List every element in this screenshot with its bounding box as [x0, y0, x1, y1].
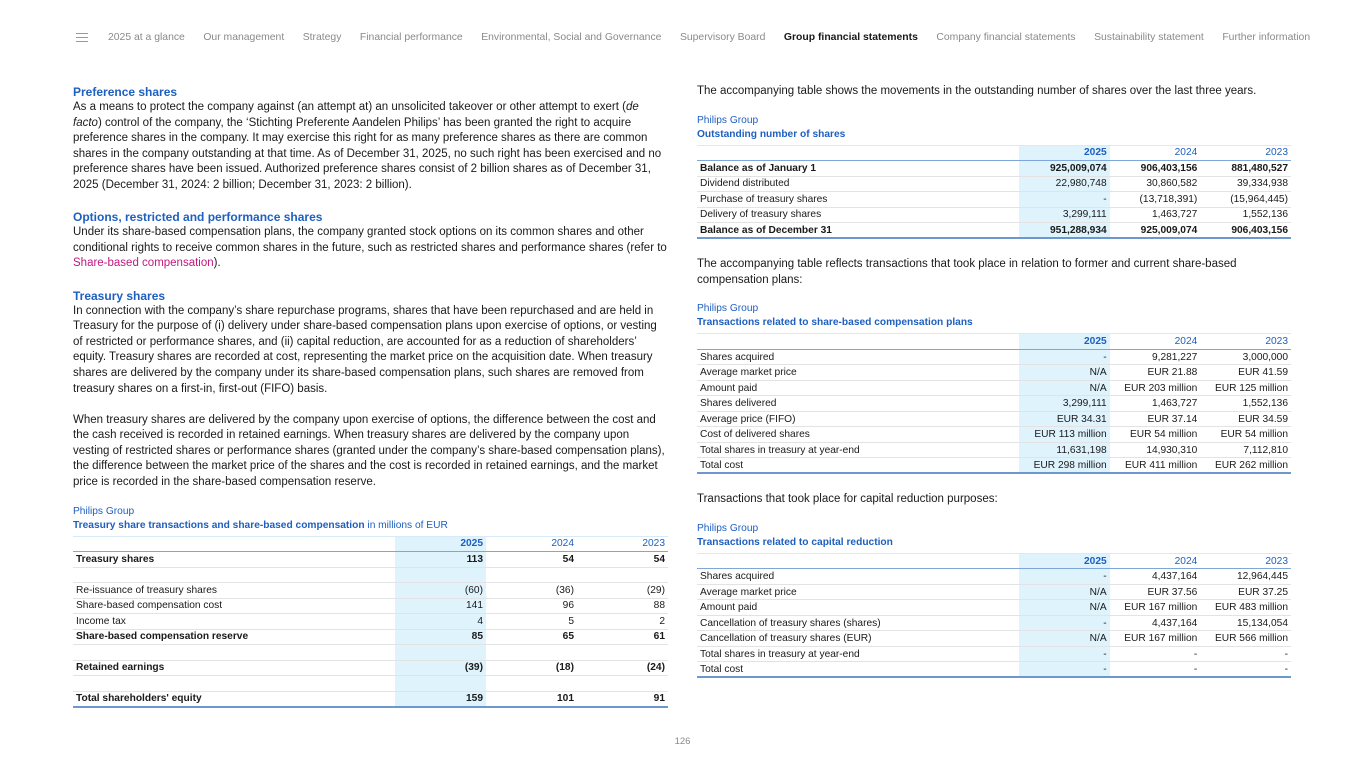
value-cell-2024: 30,860,582 [1110, 176, 1201, 192]
value-cell-2023: EUR 37.25 [1200, 584, 1291, 600]
value-cell-2024: 906,403,156 [1110, 161, 1201, 177]
value-cell-2025: - [1019, 192, 1110, 208]
year-header-2024: 2024 [1110, 334, 1201, 350]
row-label: Purchase of treasury shares [697, 192, 1019, 208]
value-cell-2025: N/A [1019, 380, 1110, 396]
year-header-2025: 2025 [1019, 334, 1110, 350]
value-cell-2024: 101 [486, 691, 577, 707]
treasury-paragraph-2: When treasury shares are delivered by the company upon exercise of options, the difference between the cost and the cash received is recorded in retained earnings. When treasury shares are delivered by the company upon vesting of restricted shares or performance shares (granted under the company’s share-based compensation plans), the difference between the market price of the shares and the cost is recorded in retained earnings, and the market price is recorded in the share-based compensation reserve. [73, 413, 665, 489]
table-row [73, 552, 668, 568]
value-cell-2023: 906,403,156 [1200, 223, 1291, 239]
value-cell-2023: (15,964,445) [1200, 192, 1291, 208]
row-label: Total shares in treasury at year-end [697, 442, 1019, 458]
row-label: Treasury shares [73, 552, 395, 568]
row-label [73, 676, 395, 692]
table-header-row [697, 334, 1291, 350]
value-cell-2024: 9,281,227 [1110, 349, 1201, 365]
row-label [73, 645, 395, 661]
year-header-2024: 2024 [1110, 145, 1201, 161]
value-cell-2025: N/A [1019, 365, 1110, 381]
value-cell-2025: N/A [1019, 631, 1110, 647]
value-cell-2023: 7,112,810 [1200, 442, 1291, 458]
hamburger-menu-icon[interactable] [76, 33, 88, 42]
capital-reduction-table [697, 553, 1291, 679]
nav-item-supervisory-board[interactable]: Supervisory Board [679, 31, 766, 43]
value-cell-2024 [486, 567, 577, 583]
top-navigation [0, 0, 1365, 74]
table-caption-title: Outstanding number of shares [697, 128, 846, 140]
spacer-row [73, 676, 668, 692]
row-label: Dividend distributed [697, 176, 1019, 192]
value-cell-2023: 12,964,445 [1200, 569, 1291, 585]
value-cell-2025: 925,009,074 [1019, 161, 1110, 177]
value-cell-2023: 881,480,527 [1200, 161, 1291, 177]
value-cell-2024 [486, 676, 577, 692]
value-cell-2024: EUR 411 million [1110, 458, 1201, 474]
value-cell-2025 [395, 676, 486, 692]
table-row [697, 223, 1291, 239]
value-cell-2023: 2 [577, 614, 668, 630]
nav-item-group-financial-statements[interactable]: Group financial statements [783, 31, 918, 43]
value-cell-2025: - [1019, 646, 1110, 662]
value-cell-2023: EUR 262 million [1200, 458, 1291, 474]
value-cell-2025: - [1019, 349, 1110, 365]
table-caption-group: Philips Group [697, 114, 759, 126]
row-label: Share-based compensation cost [73, 598, 395, 614]
table-row [697, 631, 1291, 647]
value-cell-2024: (13,718,391) [1110, 192, 1201, 208]
value-cell-2024: 5 [486, 614, 577, 630]
year-header-2023: 2023 [1200, 334, 1291, 350]
value-cell-2023: 39,334,938 [1200, 176, 1291, 192]
table-row [73, 583, 668, 599]
row-label: Cost of delivered shares [697, 427, 1019, 443]
table-row [73, 598, 668, 614]
table-caption-group: Philips Group [73, 505, 135, 517]
value-cell-2025: 3,299,111 [1019, 207, 1110, 223]
nav-item-2025-at-a-glance[interactable]: 2025 at a glance [108, 31, 185, 43]
table-row [697, 662, 1291, 678]
value-cell-2025: N/A [1019, 600, 1110, 616]
table-row [73, 660, 668, 676]
table-row [697, 349, 1291, 365]
section-heading-options: Options, restricted and performance shares [73, 210, 323, 225]
table-caption-group: Philips Group [697, 303, 759, 315]
table-caption-title: Treasury share transactions and share-based compensation in millions of EUR [73, 519, 448, 531]
table-header-row [697, 145, 1291, 161]
nav-item-further-information[interactable]: Further information [1222, 31, 1311, 43]
table-row [697, 380, 1291, 396]
section-heading-treasury-shares: Treasury shares [73, 288, 166, 303]
year-header-2024: 2024 [486, 536, 577, 552]
value-cell-2025: 159 [395, 691, 486, 707]
value-cell-2023 [577, 676, 668, 692]
value-cell-2025: 4 [395, 614, 486, 630]
value-cell-2025: 113 [395, 552, 486, 568]
value-cell-2023: EUR 483 million [1200, 600, 1291, 616]
value-cell-2025 [395, 567, 486, 583]
row-label: Average price (FIFO) [697, 411, 1019, 427]
table-row [697, 584, 1291, 600]
row-label: Income tax [73, 614, 395, 630]
options-paragraph: Under its share-based compensation plans, the company granted stock options on its common shares and other conditional rights to receive common shares in the future, such as restricted shares and performance shares (refer to Share-based compensation). [73, 226, 667, 270]
value-cell-2025: 951,288,934 [1019, 223, 1110, 239]
row-label: Total cost [697, 662, 1019, 678]
outstanding-shares-intro: The accompanying table shows the movements in the outstanding number of shares over the last three years. [697, 85, 1257, 97]
table-row [697, 411, 1291, 427]
row-label: Retained earnings [73, 660, 395, 676]
table-row [73, 629, 668, 645]
value-cell-2023: 15,134,054 [1200, 615, 1291, 631]
row-label: Shares acquired [697, 569, 1019, 585]
value-cell-2024: 54 [486, 552, 577, 568]
value-cell-2025: 11,631,198 [1019, 442, 1110, 458]
value-cell-2025: - [1019, 662, 1110, 678]
right-column [697, 84, 1291, 678]
value-cell-2024 [486, 645, 577, 661]
value-cell-2023: (29) [577, 583, 668, 599]
value-cell-2024: 925,009,074 [1110, 223, 1201, 239]
header-label-cell [697, 145, 1019, 161]
value-cell-2025: 22,980,748 [1019, 176, 1110, 192]
value-cell-2024: - [1110, 646, 1201, 662]
value-cell-2023: - [1200, 646, 1291, 662]
value-cell-2024: 4,437,164 [1110, 569, 1201, 585]
value-cell-2023: 91 [577, 691, 668, 707]
value-cell-2023: 1,552,136 [1200, 207, 1291, 223]
value-cell-2024: 14,930,310 [1110, 442, 1201, 458]
value-cell-2025: EUR 113 million [1019, 427, 1110, 443]
row-label [73, 567, 395, 583]
value-cell-2023 [577, 567, 668, 583]
left-column [73, 84, 668, 708]
capital-reduction-intro: Transactions that took place for capital reduction purposes: [697, 493, 998, 506]
header-label-cell [697, 334, 1019, 350]
table-row [697, 646, 1291, 662]
table-row [697, 615, 1291, 631]
share-based-compensation-intro: The accompanying table reflects transactions that took place in relation to former and current share-based compensation plans: [697, 258, 1237, 286]
value-cell-2024: EUR 37.56 [1110, 584, 1201, 600]
value-cell-2023: EUR 125 million [1200, 380, 1291, 396]
row-label: Amount paid [697, 380, 1019, 396]
table-header-row [73, 536, 668, 552]
spacer-row [73, 567, 668, 583]
value-cell-2023: 61 [577, 629, 668, 645]
value-cell-2024: 1,463,727 [1110, 396, 1201, 412]
nav-item-financial-performance[interactable]: Financial performance [359, 31, 463, 43]
nav-item-our-management[interactable]: Our management [203, 31, 285, 43]
value-cell-2025: 141 [395, 598, 486, 614]
table-row [697, 427, 1291, 443]
section-heading-preference-shares: Preference shares [73, 85, 178, 99]
row-label: Cancellation of treasury shares (EUR) [697, 631, 1019, 647]
nav-item-environmental-social-and-governance[interactable]: Environmental, Social and Governance [481, 31, 662, 43]
header-label-cell [697, 553, 1019, 569]
value-cell-2024: EUR 203 million [1110, 380, 1201, 396]
preference-shares-paragraph: As a means to protect the company against (an attempt at) an unsolicited takeover or other attempt to exert (de facto) control of the company, the ‘Stichting Preferente Aandelen Philips’ has been granted the right to acquire preference shares in the company. It may exercise this right for as many preference shares as there are common shares in the company outstanding at that time. As of December 31, 2025, no such right has been exercised and no preference shares have been issued. Authorized preference shares consist of 2 billion shares as of December 31, 2025 (December 31, 2024: 2 billion; December 31, 2023: 2 billion). [73, 101, 662, 191]
row-label: Shares acquired [697, 349, 1019, 365]
row-label: Shares delivered [697, 396, 1019, 412]
value-cell-2025: N/A [1019, 584, 1110, 600]
value-cell-2023: EUR 34.59 [1200, 411, 1291, 427]
year-header-2025: 2025 [1019, 145, 1110, 161]
table-caption-title: Transactions related to capital reduction [697, 536, 893, 548]
value-cell-2025: - [1019, 615, 1110, 631]
table-row [697, 396, 1291, 412]
table-row [697, 192, 1291, 208]
table-row [697, 161, 1291, 177]
outstanding-shares-table [697, 145, 1291, 240]
table-row [697, 600, 1291, 616]
table-row [697, 442, 1291, 458]
year-header-2023: 2023 [1200, 553, 1291, 569]
page-number: 126 [674, 736, 691, 747]
year-header-2025: 2025 [395, 536, 486, 552]
row-label: Amount paid [697, 600, 1019, 616]
value-cell-2025 [395, 645, 486, 661]
table-row [697, 207, 1291, 223]
value-cell-2023: EUR 566 million [1200, 631, 1291, 647]
value-cell-2025: EUR 34.31 [1019, 411, 1110, 427]
value-cell-2024: EUR 21.88 [1110, 365, 1201, 381]
value-cell-2024: EUR 37.14 [1110, 411, 1201, 427]
value-cell-2024: 1,463,727 [1110, 207, 1201, 223]
year-header-2025: 2025 [1019, 553, 1110, 569]
table-caption-group: Philips Group [697, 522, 759, 534]
table-row [73, 691, 668, 707]
year-header-2023: 2023 [577, 536, 668, 552]
year-header-2023: 2023 [1200, 145, 1291, 161]
value-cell-2024: (36) [486, 583, 577, 599]
value-cell-2023: - [1200, 662, 1291, 678]
value-cell-2024: (18) [486, 660, 577, 676]
header-label-cell [73, 536, 395, 552]
value-cell-2024: 96 [486, 598, 577, 614]
value-cell-2023 [577, 645, 668, 661]
table-row [697, 569, 1291, 585]
nav-item-company-financial-statements[interactable]: Company financial statements [936, 31, 1076, 43]
value-cell-2025: 3,299,111 [1019, 396, 1110, 412]
row-label: Average market price [697, 365, 1019, 381]
table-row [697, 365, 1291, 381]
row-label: Balance as of January 1 [697, 161, 1019, 177]
value-cell-2025: - [1019, 569, 1110, 585]
row-label: Cancellation of treasury shares (shares) [697, 615, 1019, 631]
nav-item-sustainability-statement[interactable]: Sustainability statement [1094, 31, 1204, 43]
share-based-compensation-link[interactable]: Share-based compensation [73, 257, 214, 270]
spacer-row [73, 645, 668, 661]
value-cell-2023: EUR 54 million [1200, 427, 1291, 443]
row-label: Total shareholders' equity [73, 691, 395, 707]
row-label: Delivery of treasury shares [697, 207, 1019, 223]
value-cell-2023: 88 [577, 598, 668, 614]
treasury-share-transactions-table [73, 536, 668, 708]
row-label: Re-issuance of treasury shares [73, 583, 395, 599]
nav-items [108, 32, 1329, 43]
value-cell-2023: 54 [577, 552, 668, 568]
table-caption-title: Transactions related to share-based compensation plans [697, 317, 973, 329]
value-cell-2024: 4,437,164 [1110, 615, 1201, 631]
value-cell-2024: EUR 167 million [1110, 600, 1201, 616]
treasury-paragraph-1: In connection with the company’s share repurchase programs, shares that have been repurchased and are held in Treasury for the purpose of (i) delivery under share-based compensation plans upon exercise of options, or vesting of restricted or performance shares, and (ii) capital reduction, are accounted for as a reduction of shareholders’ equity. Treasury shares are recorded at cost, representing the market price on the acquisition date. When treasury shares are delivered by the company under its share-based compensation plans, such shares are removed from treasury shares on a first-in, first-out (FIFO) basis. [73, 304, 657, 395]
row-label: Balance as of December 31 [697, 223, 1019, 239]
value-cell-2025: 85 [395, 629, 486, 645]
share-based-compensation-table [697, 333, 1291, 474]
value-cell-2024: 65 [486, 629, 577, 645]
row-label: Total shares in treasury at year-end [697, 646, 1019, 662]
row-label: Total cost [697, 458, 1019, 474]
value-cell-2023: (24) [577, 660, 668, 676]
table-header-row [697, 553, 1291, 569]
table-row [697, 176, 1291, 192]
value-cell-2024: EUR 167 million [1110, 631, 1201, 647]
nav-item-strategy[interactable]: Strategy [302, 31, 342, 43]
value-cell-2025: EUR 298 million [1019, 458, 1110, 474]
value-cell-2024: EUR 54 million [1110, 427, 1201, 443]
value-cell-2024: - [1110, 662, 1201, 678]
value-cell-2025: (60) [395, 583, 486, 599]
row-label: Share-based compensation reserve [73, 629, 395, 645]
value-cell-2023: 1,552,136 [1200, 396, 1291, 412]
table-row [697, 458, 1291, 474]
value-cell-2025: (39) [395, 660, 486, 676]
row-label: Average market price [697, 584, 1019, 600]
table-row [73, 614, 668, 630]
value-cell-2023: 3,000,000 [1200, 349, 1291, 365]
year-header-2024: 2024 [1110, 553, 1201, 569]
value-cell-2023: EUR 41.59 [1200, 365, 1291, 381]
